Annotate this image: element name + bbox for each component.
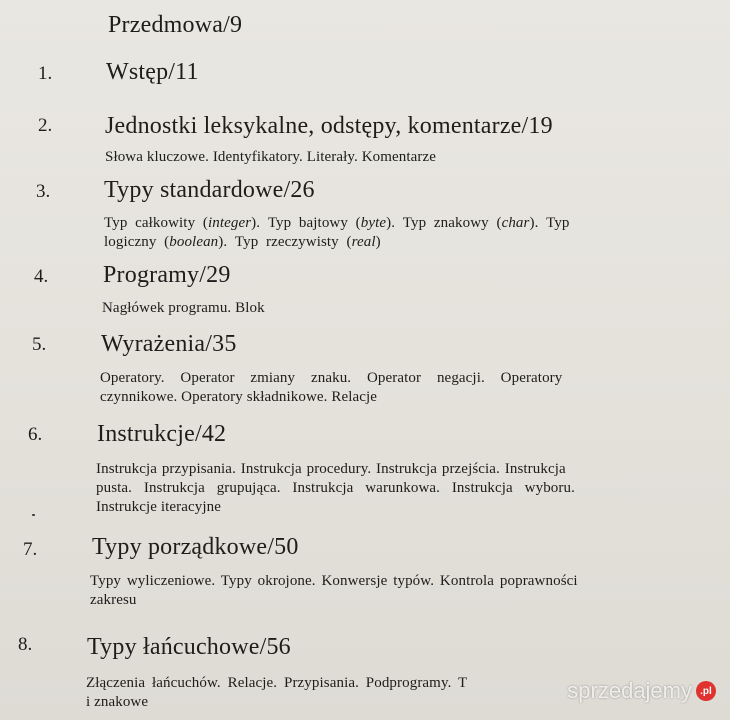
chapter-number: 2. xyxy=(38,115,53,136)
subtitle-line xyxy=(100,369,628,388)
subtitle-line: czynnikowe. Operatory składnikowe. Relacje xyxy=(100,389,378,405)
subtitle-line: Złączenia łańcuchów. Relacje. Przypisania. Podprogramy. T xyxy=(86,675,468,691)
chapter-title: Jednostki leksykalne, odstępy, komentarze/19 xyxy=(105,113,553,139)
subtitle-line: i znakowe xyxy=(86,694,149,710)
chapter-number: 8. xyxy=(18,634,33,655)
chapter-title: Typy standardowe/26 xyxy=(104,177,315,203)
chapter-subtitle: Nagłówek programu. Blok xyxy=(102,300,265,316)
chapter-number: 6. xyxy=(28,424,43,445)
chapter-subtitle xyxy=(90,572,632,610)
chapter-title: Typy porządkowe/50 xyxy=(92,534,299,560)
subtitle-text: Typ całkowity (integer). Typ bajtowy (byte). Typ znakowy (char). Typ xyxy=(104,215,570,231)
subtitle-line: zakresu xyxy=(90,592,137,608)
chapter-subtitle: Słowa kluczowe. Identyfikatory. Literały. Komentarze xyxy=(105,149,437,165)
chapter-number: 3. xyxy=(36,181,51,202)
chapter-title: Instrukcje/42 xyxy=(97,421,227,447)
chapter-title: Typy łańcuchowe/56 xyxy=(87,634,291,660)
subtitle-text: Operatory. Operator zmiany znaku. Operator negacji. Operatory xyxy=(100,370,563,386)
chapter-title: Wyrażenia/35 xyxy=(101,331,237,357)
subtitle-line: pusta. Instrukcja grupująca. Instrukcja warunkowa. Instrukcja wyboru. xyxy=(96,480,575,496)
subtitle-line xyxy=(104,214,629,233)
chapter-number: 5. xyxy=(32,334,47,355)
paper-speck xyxy=(32,514,35,516)
chapter-title: Programy/29 xyxy=(103,262,231,288)
subtitle-line xyxy=(104,233,629,252)
watermark xyxy=(567,678,716,704)
watermark-text: sprzedajemy xyxy=(567,678,692,703)
chapter-subtitle xyxy=(96,460,630,517)
chapter-number: 1. xyxy=(38,63,53,84)
chapter-number: 7. xyxy=(23,539,38,560)
preface-title: Przedmowa/9 xyxy=(108,12,243,38)
subtitle-line: Instrukcja przypisania. Instrukcja procedury. Instrukcja przejścia. Instrukcja xyxy=(96,461,566,477)
watermark-badge-icon: .pl xyxy=(696,681,716,701)
chapter-subtitle xyxy=(104,214,629,252)
chapter-subtitle xyxy=(100,369,628,407)
chapter-number: 4. xyxy=(34,266,49,287)
subtitle-line: Instrukcje iteracyjne xyxy=(96,499,221,515)
chapter-title: Wstęp/11 xyxy=(106,59,199,85)
subtitle-text: logiczny (boolean). Typ rzeczywisty (real) xyxy=(104,234,381,250)
subtitle-line: Typy wyliczeniowe. Typy okrojone. Konwersje typów. Kontrola poprawności xyxy=(90,573,578,589)
chapter-subtitle xyxy=(86,674,467,712)
